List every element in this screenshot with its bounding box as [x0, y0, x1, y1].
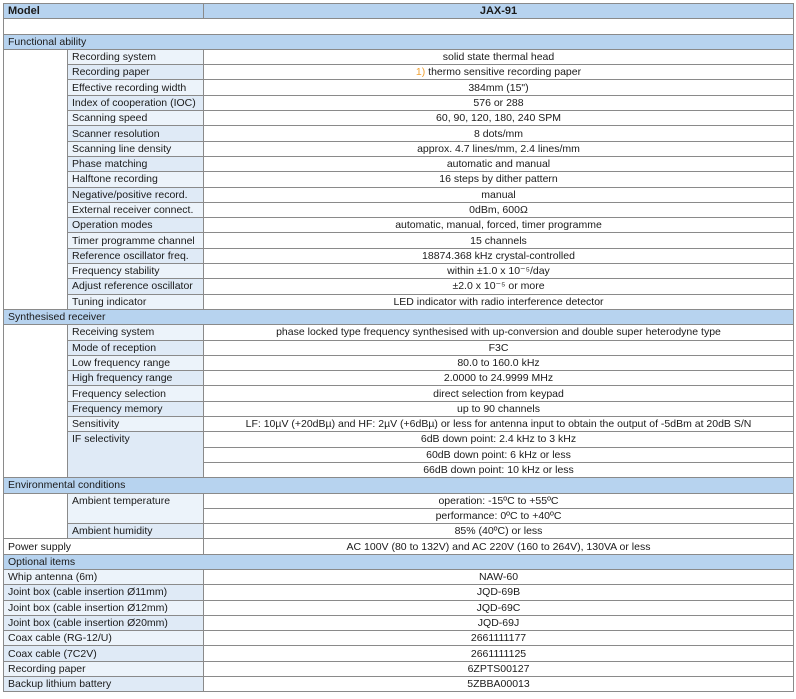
table-row [4, 111, 794, 126]
row-value: JQD-69B [204, 585, 794, 600]
table-row [4, 172, 794, 187]
table-row [4, 202, 794, 217]
row-value: 0dBm, 600Ω [204, 202, 794, 217]
row-value: 66dB down point: 10 kHz or less [204, 462, 794, 477]
table-row [4, 661, 794, 676]
table-row [4, 264, 794, 279]
row-label: Recording paper [68, 65, 204, 80]
row-value: solid state thermal head [204, 49, 794, 64]
row-label: Backup lithium battery [4, 677, 204, 692]
section-functional [4, 34, 794, 49]
table-row [4, 49, 794, 64]
row-value: JQD-69J [204, 615, 794, 630]
row-label: Power supply [4, 539, 204, 554]
table-row [4, 325, 794, 340]
table-row [4, 646, 794, 661]
row-value: 2661111125 [204, 646, 794, 661]
row-label: Timer programme channel [68, 233, 204, 248]
table-row [4, 95, 794, 110]
row-value: 18874.368 kHz crystal-controlled [204, 248, 794, 263]
row-value: phase locked type frequency synthesised with up-conversion and double super heterodyne type [204, 325, 794, 340]
table-row [4, 401, 794, 416]
row-value: approx. 4.7 lines/mm, 2.4 lines/mm [204, 141, 794, 156]
table-row [4, 248, 794, 263]
row-value: 60, 90, 120, 180, 240 SPM [204, 111, 794, 126]
table-row [4, 631, 794, 646]
table-row [4, 493, 794, 508]
row-value [204, 65, 794, 80]
indent-cell [4, 493, 68, 539]
model-label: Model [4, 4, 204, 19]
row-value: 16 steps by dither pattern [204, 172, 794, 187]
row-value: 384mm (15") [204, 80, 794, 95]
table-row [4, 615, 794, 630]
row-label: Sensitivity [68, 417, 204, 432]
row-value: performance: 0ºC to +40ºC [204, 508, 794, 523]
row-value: LED indicator with radio interference detector [204, 294, 794, 309]
table-row [4, 355, 794, 370]
row-value: up to 90 channels [204, 401, 794, 416]
section-title: Optional items [4, 554, 794, 569]
table-row [4, 141, 794, 156]
spacer-row [4, 19, 794, 34]
row-label: Frequency selection [68, 386, 204, 401]
row-value: 2661111177 [204, 631, 794, 646]
row-label: Whip antenna (6m) [4, 569, 204, 584]
row-label: Frequency memory [68, 401, 204, 416]
row-label: Joint box (cable insertion Ø11mm) [4, 585, 204, 600]
row-label: Operation modes [68, 218, 204, 233]
section-title: Synthesised receiver [4, 309, 794, 324]
row-value: 8 dots/mm [204, 126, 794, 141]
row-label: Joint box (cable insertion Ø20mm) [4, 615, 204, 630]
table-row [4, 432, 794, 447]
row-label: Tuning indicator [68, 294, 204, 309]
table-row [4, 539, 794, 554]
row-label: Low frequency range [68, 355, 204, 370]
row-value: direct selection from keypad [204, 386, 794, 401]
row-label: Coax cable (7C2V) [4, 646, 204, 661]
row-value-text: thermo sensitive recording paper [425, 66, 582, 79]
table-row [4, 126, 794, 141]
row-label: Scanner resolution [68, 126, 204, 141]
row-label: Ambient temperature [68, 493, 204, 524]
section-synthesised [4, 309, 794, 324]
section-title: Functional ability [4, 34, 794, 49]
table-row [4, 677, 794, 692]
header-row [4, 4, 794, 19]
row-value: AC 100V (80 to 132V) and AC 220V (160 to 264V), 130VA or less [204, 539, 794, 554]
table-row [4, 233, 794, 248]
section-title: Environmental conditions [4, 478, 794, 493]
table-row [4, 279, 794, 294]
table-row [4, 294, 794, 309]
indent-cell [4, 49, 68, 309]
row-label: Recording system [68, 49, 204, 64]
table-row [4, 585, 794, 600]
row-label: High frequency range [68, 371, 204, 386]
table-row [4, 417, 794, 432]
row-label: Coax cable (RG-12/U) [4, 631, 204, 646]
row-label: Effective recording width [68, 80, 204, 95]
table-row [4, 524, 794, 539]
row-label: External receiver connect. [68, 202, 204, 217]
row-value: JQD-69C [204, 600, 794, 615]
row-label: Phase matching [68, 156, 204, 171]
row-value: operation: -15ºC to +55ºC [204, 493, 794, 508]
row-value: 5ZBBA00013 [204, 677, 794, 692]
row-value: 6ZPTS00127 [204, 661, 794, 676]
table-row [4, 65, 794, 80]
section-environmental [4, 478, 794, 493]
table-row [4, 218, 794, 233]
row-value: 85% (40ºC) or less [204, 524, 794, 539]
table-row [4, 386, 794, 401]
row-label: Index of cooperation (IOC) [68, 95, 204, 110]
row-label: IF selectivity [68, 432, 204, 478]
row-label: Adjust reference oscillator [68, 279, 204, 294]
row-label: Receiving system [68, 325, 204, 340]
note-marker: 1) [415, 66, 426, 79]
row-label: Mode of reception [68, 340, 204, 355]
row-label: Halftone recording [68, 172, 204, 187]
row-value: 15 channels [204, 233, 794, 248]
row-value: manual [204, 187, 794, 202]
row-label: Scanning speed [68, 111, 204, 126]
indent-cell [4, 325, 68, 478]
model-value: JAX-91 [204, 4, 794, 19]
row-value: 6dB down point: 2.4 kHz to 3 kHz [204, 432, 794, 447]
row-value: LF: 10µV (+20dBµ) and HF: 2µV (+6dBµ) or less for antenna input to obtain the output of -5dBm at 20dB S/N [204, 417, 794, 432]
row-value: 60dB down point: 6 kHz or less [204, 447, 794, 462]
row-value: NAW-60 [204, 569, 794, 584]
row-value: ±2.0 x 10⁻⁵ or more [204, 279, 794, 294]
table-row [4, 569, 794, 584]
row-value: 576 or 288 [204, 95, 794, 110]
row-label: Ambient humidity [68, 524, 204, 539]
table-row [4, 600, 794, 615]
row-value: within ±1.0 x 10⁻⁵/day [204, 264, 794, 279]
section-optional [4, 554, 794, 569]
row-value: 80.0 to 160.0 kHz [204, 355, 794, 370]
table-row [4, 80, 794, 95]
table-row [4, 340, 794, 355]
row-label: Reference oscillator freq. [68, 248, 204, 263]
row-label: Frequency stability [68, 264, 204, 279]
spec-table [3, 3, 794, 692]
row-value: F3C [204, 340, 794, 355]
table-row [4, 187, 794, 202]
row-label: Negative/positive record. [68, 187, 204, 202]
table-row [4, 371, 794, 386]
row-label: Joint box (cable insertion Ø12mm) [4, 600, 204, 615]
table-row [4, 156, 794, 171]
row-label: Scanning line density [68, 141, 204, 156]
row-value: 2.0000 to 24.9999 MHz [204, 371, 794, 386]
row-label: Recording paper [4, 661, 204, 676]
row-value: automatic, manual, forced, timer programme [204, 218, 794, 233]
row-value: automatic and manual [204, 156, 794, 171]
